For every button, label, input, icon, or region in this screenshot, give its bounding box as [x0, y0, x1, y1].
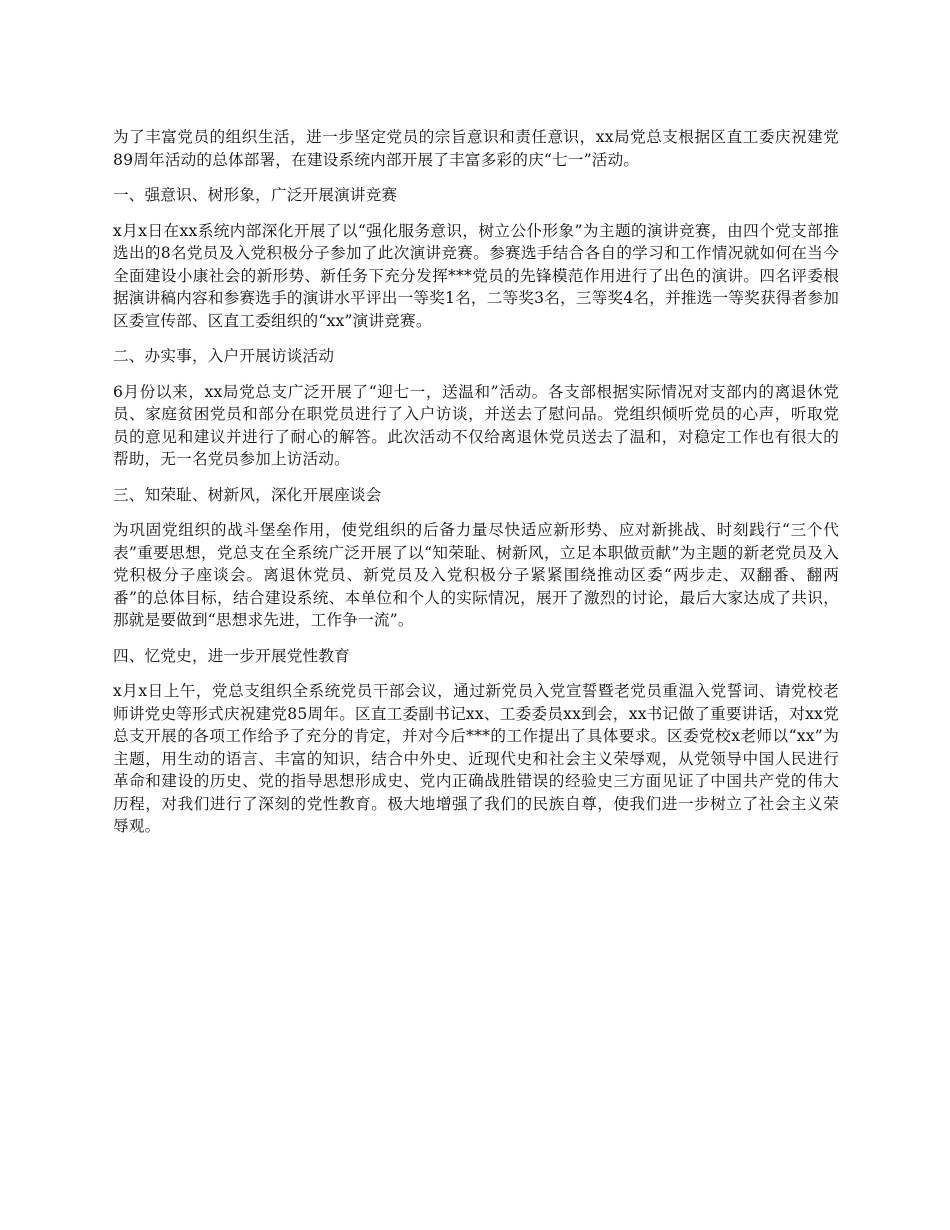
document-page: [113, 126, 839, 838]
section-3-body: 为巩固党组织的战斗堡垒作用，使党组织的后备力量尽快适应新形势、应对新挑战、时刻践行“三个代表”重要思想，党总支在全系统广泛开展了以“知荣耻、树新风，立足本职做贡献”为主题的新老党员及入党积极分子座谈会。离退休党员、新党员及入党积极分子紧紧围绕推动区委“两步走、双翻番、翻两番”的总体目标，结合建设系统、本单位和个人的实际情况，展开了激烈的讨论，最后大家达成了共识，那就是要做到“思想求先进，工作争一流”。: [113, 521, 839, 629]
section-1-body: x月x日在xx系统内部深化开展了以“强化服务意识，树立公仆形象”为主题的演讲竞赛，由四个党支部推选出的8名党员及入党积极分子参加了此次演讲竞赛。参赛选手结合各自的学习和工作情况就如何在当今全面建设小康社会的新形势、新任务下充分发挥***党员的先锋模范作用进行了出色的演讲。四名评委根据演讲稿内容和参赛选手的演讲水平评出一等奖1名，二等奖3名，三等奖4名，并推选一等奖获得者参加区委宣传部、区直工委组织的“xx”演讲竞赛。: [113, 221, 839, 330]
section-4-heading: 四、忆党史，进一步开展党性教育: [113, 646, 350, 665]
section-1-heading: 一、强意识、树形象，广泛开展演讲竞赛: [113, 186, 398, 204]
section-2-body: 6月份以来，xx局党总支广泛开展了“迎七一，送温和”活动。各支部根据实际情况对支部内的离退休党员、家庭贫困党员和部分在职党员进行了入户访谈，并送去了慰问品。党组织倾听党员的心声，听取党员的意见和建议并进行了耐心的解答。此次活动不仅给离退休党员送去了温和，对稳定工作也有很大的帮助，无一名党员参加上访活动。: [113, 382, 839, 468]
section-4-body: x月x日上午，党总支组织全系统党员干部会议，通过新党员入党宣誓暨老党员重温入党誓词、请党校老师讲党史等形式庆祝建党85周年。区直工委副书记xx、工委委员xx到会，xx书记做了重要讲话，对xx党总支开展的各项工作给予了充分的肯定，并对今后***的工作提出了具体要求。区委党校x老师以“xx”为主题，用生动的语言、丰富的知识，结合中外史、近现代史和社会主义荣辱观，从党领导中国人民进行革命和建设的历史、党的指导思想形成史、党内正确战胜错误的经验史三方面见证了中国共产党的伟大历程，对我们进行了深刻的党性教育。极大地增强了我们的民族自尊，使我们进一步树立了社会主义荣辱观。: [113, 682, 839, 835]
section-2-heading: 二、办实事，入户开展访谈活动: [113, 347, 335, 365]
intro-paragraph: 为了丰富党员的组织生活，进一步坚定党员的宗旨意识和责任意识，xx局党总支根据区直工委庆祝建党89周年活动的总体部署，在建设系统内部开展了丰富多彩的庆“七一”活动。: [113, 128, 839, 169]
section-3-heading: 三、知荣耻、树新风，深化开展座谈会: [113, 485, 382, 504]
